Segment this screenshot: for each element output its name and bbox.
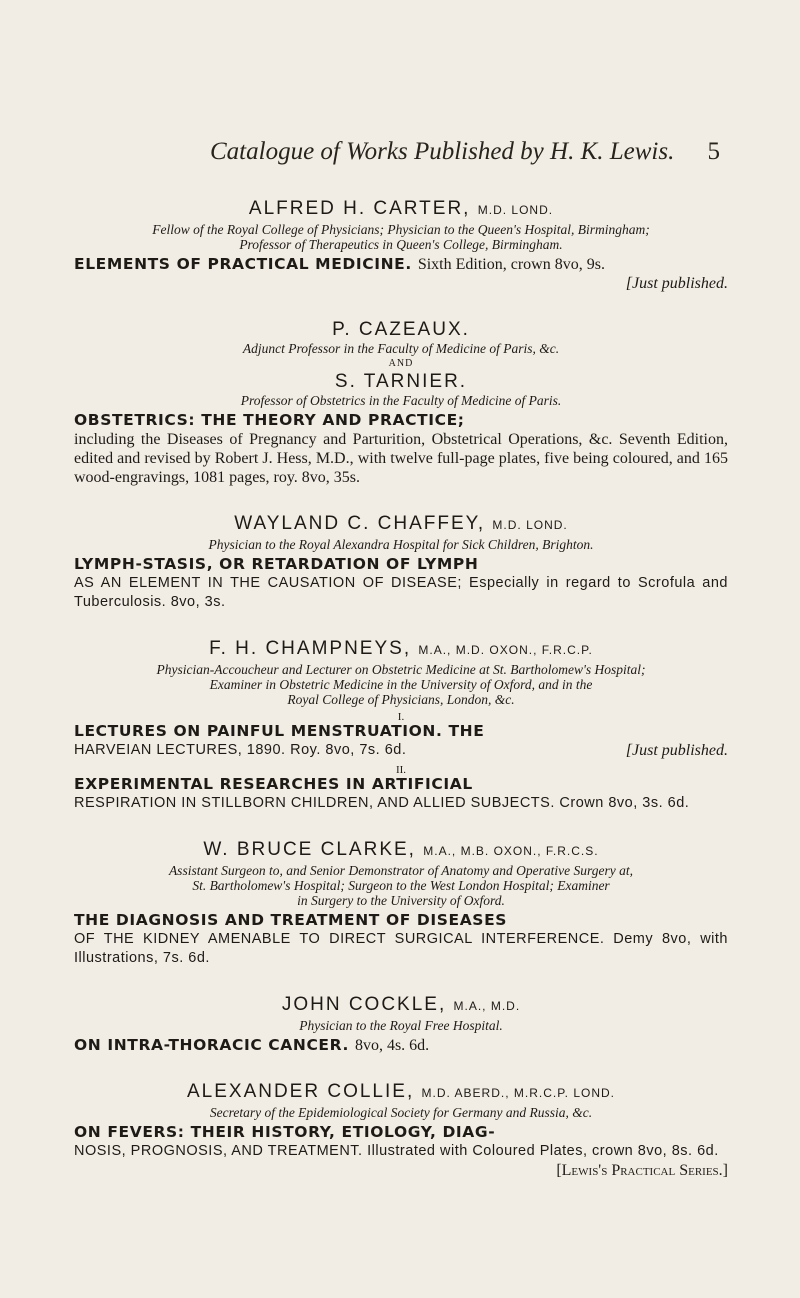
author-degrees: M.A., M.B. OXON., F.R.C.S.	[423, 844, 599, 858]
publication-note: [Just published.	[625, 275, 728, 292]
book-title: LECTURES ON PAINFUL MENSTRUATION. THE	[74, 722, 485, 740]
book-title: THE DIAGNOSIS AND TREATMENT OF DISEASES	[74, 911, 508, 929]
book-subtitle-line	[74, 1142, 728, 1179]
coauthor-affiliation: Professor of Obstetrics in the Faculty of Medicine of Paris.	[240, 393, 562, 408]
affiliation: Physician-Accoucheur and Lecturer on Obstetric Medicine at St. Bartholomew's Hospital;	[156, 662, 646, 677]
affiliation: Secretary of the Epidemiological Society for Germany and Russia, &c.	[209, 1105, 593, 1120]
author-name: P. CAZEAUX.	[332, 319, 470, 340]
affiliation: Assistant Surgeon to, and Senior Demonstrator of Anatomy and Operative Surgery at,	[168, 863, 634, 878]
book-title: LYMPH-STASIS, OR RETARDATION OF LYMPH	[74, 555, 479, 573]
affiliation: Adjunct Professor in the Faculty of Medicine of Paris, &c.	[242, 341, 560, 356]
book-description: including the Diseases of Pregnancy and Parturition, Obstetrical Operations, &c. Seventh Edition, edited and revised by Robert J. Hess, M.D., with twelve full-page plates, five being coloured, and 165 wood-engravings, 1081 pages, roy. 8vo, 35s.	[74, 431, 728, 486]
book-title: ON FEVERS: THEIR HISTORY, ETIOLOGY, DIAG-	[74, 1123, 496, 1141]
author-name-text: ALFRED H. CARTER,	[248, 198, 471, 219]
affiliation: in Surgery to the University of Oxford.	[297, 893, 505, 908]
author-name-text: F. H. CHAMPNEYS,	[209, 638, 412, 659]
affiliation: Royal College of Physicians, London, &c.	[287, 692, 515, 707]
book-subtitle: AS AN ELEMENT IN THE CAUSATION OF DISEASE; Especially in regard to Scrofula and Tuberculosis. 8vo, 3s.	[74, 575, 728, 610]
entries	[74, 198, 728, 1187]
series-note: [Lewis's Practical Series.]	[556, 1162, 728, 1179]
book-subtitle-line	[74, 741, 728, 760]
book-title: EXPERIMENTAL RESEARCHES IN ARTIFICIAL	[74, 775, 473, 793]
author-degrees: M.D. LOND.	[477, 203, 554, 217]
affiliation: Professor of Therapeutics in Queen's College, Birmingham.	[239, 237, 563, 252]
entry-chaffey	[74, 513, 728, 612]
running-head-title: Catalogue of Works Published by H. K. Lewis.	[210, 138, 675, 165]
publication-note: [Just published.	[625, 742, 728, 759]
book-title: OBSTETRICS: THE THEORY AND PRACTICE;	[74, 411, 465, 429]
book-subtitle: OF THE KIDNEY AMENABLE TO DIRECT SURGICAL INTERFERENCE. Demy 8vo, with Illustrations, 7s. 6d.	[74, 931, 728, 966]
author-name-text: W. BRUCE CLARKE,	[203, 839, 416, 860]
author-degrees: M.D. ABERD., M.R.C.P. LOND.	[421, 1086, 615, 1100]
author-name	[74, 1081, 728, 1104]
book-title-text: ELEMENTS OF PRACTICAL MEDICINE.	[74, 255, 412, 273]
author-degrees: M.A., M.D. OXON., F.R.C.P.	[418, 643, 593, 657]
author-degrees: M.A., M.D.	[453, 999, 521, 1013]
entry-clarke	[74, 839, 728, 968]
entry-champneys	[74, 638, 728, 813]
author-name-text: ALEXANDER COLLIE,	[186, 1081, 415, 1102]
author-name	[74, 994, 728, 1017]
affiliation: Physician to the Royal Alexandra Hospital for Sick Children, Brighton.	[208, 537, 594, 552]
book-title	[74, 1036, 728, 1055]
book-description: Sixth Edition, crown 8vo, 9s.	[417, 256, 605, 273]
author-name-text: WAYLAND C. CHAFFEY,	[234, 513, 486, 534]
book-note-line	[74, 274, 728, 293]
author-name	[74, 513, 728, 536]
coauthor-name: S. TARNIER.	[334, 371, 468, 392]
and-separator: AND	[388, 358, 414, 369]
page-number: 5	[707, 138, 720, 165]
author-name	[74, 839, 728, 862]
entry-collie	[74, 1081, 728, 1179]
affiliation: St. Bartholomew's Hospital; Surgeon to the West London Hospital; Examiner	[192, 878, 610, 893]
book-subtitle: HARVEIAN LECTURES, 1890. Roy. 8vo, 7s. 6d.	[74, 742, 407, 758]
entry-carter	[74, 198, 728, 293]
author-name	[74, 638, 728, 661]
book-description: 8vo, 4s. 6d.	[354, 1037, 430, 1054]
book-subtitle: RESPIRATION IN STILLBORN CHILDREN, AND ALLIED SUBJECTS. Crown 8vo, 3s. 6d.	[74, 795, 690, 811]
author-name	[74, 198, 728, 221]
book-subtitle: NOSIS, PROGNOSIS, AND TREATMENT. Illustrated with Coloured Plates, crown 8vo, 8s. 6d.	[74, 1143, 719, 1159]
entry-cockle	[74, 994, 728, 1055]
work-numeral: II.	[395, 764, 407, 776]
affiliation: Physician to the Royal Free Hospital.	[299, 1018, 503, 1033]
author-degrees: M.D. LOND.	[492, 518, 568, 532]
affiliation: Examiner in Obstetric Medicine in the University of Oxford, and in the	[209, 677, 593, 692]
book-title	[74, 255, 728, 274]
running-head	[210, 138, 720, 166]
book-title-text: ON INTRA-THORACIC CANCER.	[74, 1036, 349, 1054]
work-numeral: I.	[397, 711, 405, 723]
affiliation: Fellow of the Royal College of Physicians; Physician to the Queen's Hospital, Birmingham;	[152, 222, 650, 237]
entry-cazeaux	[74, 319, 728, 487]
author-name-text: JOHN COCKLE,	[281, 994, 447, 1015]
